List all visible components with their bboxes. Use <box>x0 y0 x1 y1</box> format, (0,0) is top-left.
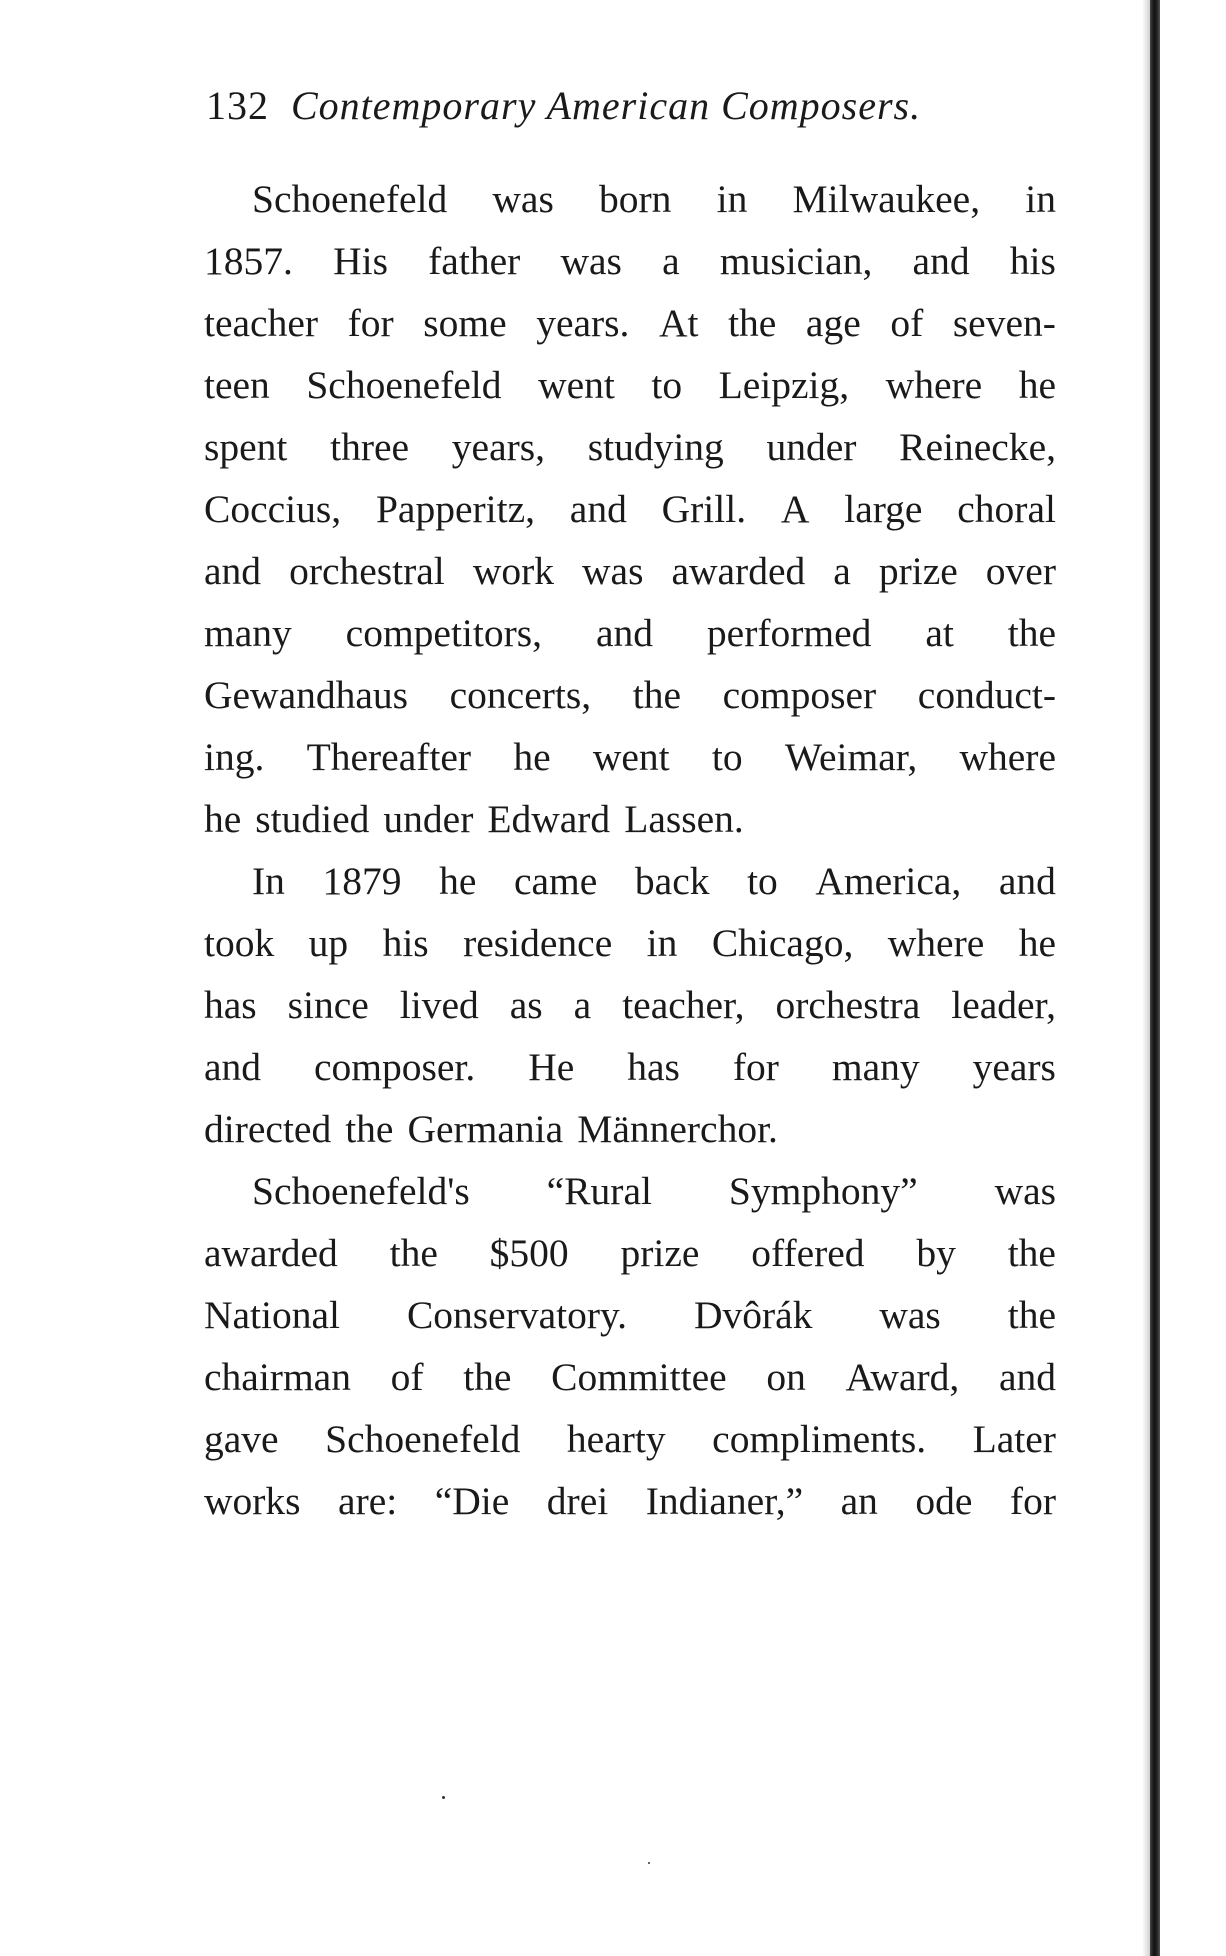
text-line <box>204 726 1056 788</box>
word: the <box>389 1231 438 1275</box>
paragraph <box>204 1160 1056 1532</box>
text-line <box>204 1284 1056 1346</box>
paragraph <box>204 850 1056 1160</box>
word: in <box>716 177 748 221</box>
word: he <box>1018 921 1056 965</box>
word: prize <box>878 549 958 593</box>
word: hearty <box>566 1417 666 1461</box>
word: gave <box>204 1417 279 1461</box>
word: Schoenefeld <box>306 363 502 407</box>
word: In <box>252 859 285 903</box>
word: Leipzig, <box>718 363 850 407</box>
word: spent <box>204 425 288 469</box>
word: Reinecke, <box>899 425 1056 469</box>
word: choral <box>957 487 1056 531</box>
word: Award, <box>845 1355 960 1399</box>
word: concerts, <box>449 673 592 717</box>
word: to <box>711 735 743 779</box>
word: was <box>560 239 622 283</box>
word: up <box>308 921 349 965</box>
word: competitors, <box>345 611 543 655</box>
word: drei <box>546 1479 609 1523</box>
word: leader, <box>951 983 1056 1027</box>
word: Coccius, <box>204 487 342 531</box>
word: Gewandhaus <box>204 673 409 717</box>
page-binding-edge <box>1150 0 1160 1956</box>
word: orchestra <box>775 983 921 1027</box>
word: and <box>998 859 1056 903</box>
word: in <box>1025 177 1056 221</box>
word: conduct- <box>917 673 1056 717</box>
word: “Rural <box>546 1169 652 1213</box>
word: the <box>1007 1293 1056 1337</box>
word: composer. <box>314 1045 476 1089</box>
text-line <box>204 1346 1056 1408</box>
word: for <box>347 301 394 345</box>
word: was <box>582 549 644 593</box>
word: lived <box>399 983 479 1027</box>
word: Lassen. <box>624 797 744 841</box>
word: Schoenefeld <box>325 1417 521 1461</box>
word: awarded <box>671 549 806 593</box>
word: many <box>831 1045 920 1089</box>
word: 1857. <box>204 239 293 283</box>
word: teen <box>204 363 270 407</box>
word: works <box>204 1479 301 1523</box>
word: years <box>972 1045 1056 1089</box>
word: a <box>573 983 592 1027</box>
word: awarded <box>204 1231 338 1275</box>
word: Edward <box>487 797 611 841</box>
word: at <box>925 611 954 655</box>
word: Germania <box>407 1107 564 1151</box>
word: came <box>513 859 598 903</box>
text-line <box>204 168 1056 230</box>
word: the <box>463 1355 512 1399</box>
paragraph <box>204 168 1056 850</box>
word: teacher, <box>622 983 745 1027</box>
body-text <box>204 168 1056 1532</box>
word: musician, <box>719 239 873 283</box>
word: his <box>1009 239 1056 283</box>
text-line <box>204 1470 1056 1532</box>
text-line <box>204 1160 1056 1222</box>
word: since <box>287 983 369 1027</box>
word: was <box>492 177 554 221</box>
word: on <box>766 1355 806 1399</box>
word: and <box>595 611 653 655</box>
text-line <box>204 788 1056 850</box>
word: as <box>509 983 543 1027</box>
word: studying <box>587 425 724 469</box>
word: orchestral <box>289 549 445 593</box>
word: he <box>439 859 477 903</box>
word: “Die <box>434 1479 510 1523</box>
word: and <box>569 487 627 531</box>
word: and <box>204 549 262 593</box>
word: was <box>994 1169 1056 1213</box>
word: His <box>333 239 388 283</box>
word: where <box>887 921 985 965</box>
word: to <box>747 859 778 903</box>
word: and <box>912 239 970 283</box>
word: for <box>732 1045 779 1089</box>
text-line <box>204 478 1056 540</box>
word: Symphony” <box>728 1169 918 1213</box>
word: years, <box>451 425 545 469</box>
word: he <box>1018 363 1056 407</box>
word: seven- <box>952 301 1056 345</box>
word: Chicago, <box>711 921 854 965</box>
text-line <box>204 230 1056 292</box>
word: some <box>423 301 507 345</box>
text-line <box>204 1222 1056 1284</box>
text-line <box>204 974 1056 1036</box>
word: performed <box>706 611 872 655</box>
word: Conservatory. <box>406 1293 628 1337</box>
word: where <box>885 363 983 407</box>
paper-speck <box>442 1796 445 1799</box>
word: A <box>780 487 810 531</box>
word: large <box>844 487 923 531</box>
word: the <box>345 1107 394 1151</box>
word: and <box>204 1045 262 1089</box>
word: father <box>428 239 521 283</box>
word: where <box>959 735 1056 779</box>
paper-speck <box>648 1862 650 1864</box>
word: He <box>528 1045 575 1089</box>
text-line <box>204 1036 1056 1098</box>
word: Männerchor. <box>577 1107 778 1151</box>
word: in <box>646 921 678 965</box>
word: Weimar, <box>784 735 918 779</box>
word: of <box>890 301 924 345</box>
word: Milwaukee, <box>792 177 981 221</box>
text-line <box>204 292 1056 354</box>
page-number: 132 <box>206 83 269 128</box>
word: At <box>659 301 699 345</box>
word: Indianer,” <box>645 1479 804 1523</box>
text-line <box>204 912 1056 974</box>
text-line <box>204 602 1056 664</box>
text-line <box>204 1408 1056 1470</box>
word: $500 <box>489 1231 569 1275</box>
word: Later <box>972 1417 1056 1461</box>
word: Thereafter <box>306 735 472 779</box>
word: prize <box>620 1231 700 1275</box>
word: by <box>916 1231 956 1275</box>
word: composer <box>722 673 877 717</box>
running-head <box>206 82 921 129</box>
word: Schoenefeld <box>252 177 448 221</box>
word: to <box>651 363 683 407</box>
word: for <box>1009 1479 1056 1523</box>
text-line <box>204 1098 1056 1160</box>
word: under <box>383 797 474 841</box>
word: and <box>998 1355 1056 1399</box>
word: went <box>538 363 615 407</box>
word: ode <box>915 1479 973 1523</box>
word: America, <box>815 859 962 903</box>
word: a <box>833 549 851 593</box>
word: compliments. <box>712 1417 927 1461</box>
word: went <box>592 735 670 779</box>
word: was <box>879 1293 941 1337</box>
text-line <box>204 664 1056 726</box>
word: National <box>204 1293 341 1337</box>
word: Committee <box>551 1355 727 1399</box>
word: the <box>728 301 777 345</box>
text-line <box>204 354 1056 416</box>
word: the <box>632 673 681 717</box>
word: Papperitz, <box>375 487 535 531</box>
word: an <box>840 1479 878 1523</box>
word: has <box>627 1045 680 1089</box>
text-line <box>204 540 1056 602</box>
word: Grill. <box>661 487 747 531</box>
word: teacher <box>204 301 319 345</box>
word: born <box>599 177 672 221</box>
text-line <box>204 850 1056 912</box>
word: residence <box>463 921 613 965</box>
word: work <box>472 549 554 593</box>
binding-shadow <box>1142 0 1150 1956</box>
word: studied <box>255 797 370 841</box>
word: the <box>1007 1231 1056 1275</box>
word: directed <box>204 1107 332 1151</box>
text-line <box>204 416 1056 478</box>
word: chairman <box>204 1355 351 1399</box>
word: took <box>204 921 275 965</box>
word: 1879 <box>322 859 402 903</box>
word: offered <box>751 1231 865 1275</box>
word: years. <box>536 301 630 345</box>
word: ing. <box>204 735 265 779</box>
book-title: Contemporary American Composers. <box>291 83 922 128</box>
word: a <box>662 239 680 283</box>
word: back <box>634 859 710 903</box>
word: Dvôrák <box>693 1293 813 1337</box>
word: he <box>204 797 242 841</box>
word: age <box>805 301 861 345</box>
word: he <box>513 735 551 779</box>
word: his <box>382 921 429 965</box>
word: the <box>1007 611 1056 655</box>
word: has <box>204 983 257 1027</box>
word: under <box>766 425 857 469</box>
word: of <box>390 1355 424 1399</box>
word: many <box>204 611 292 655</box>
word: three <box>330 425 410 469</box>
word: over <box>985 549 1056 593</box>
word: Schoenefeld's <box>252 1169 470 1213</box>
word: are: <box>338 1479 398 1523</box>
